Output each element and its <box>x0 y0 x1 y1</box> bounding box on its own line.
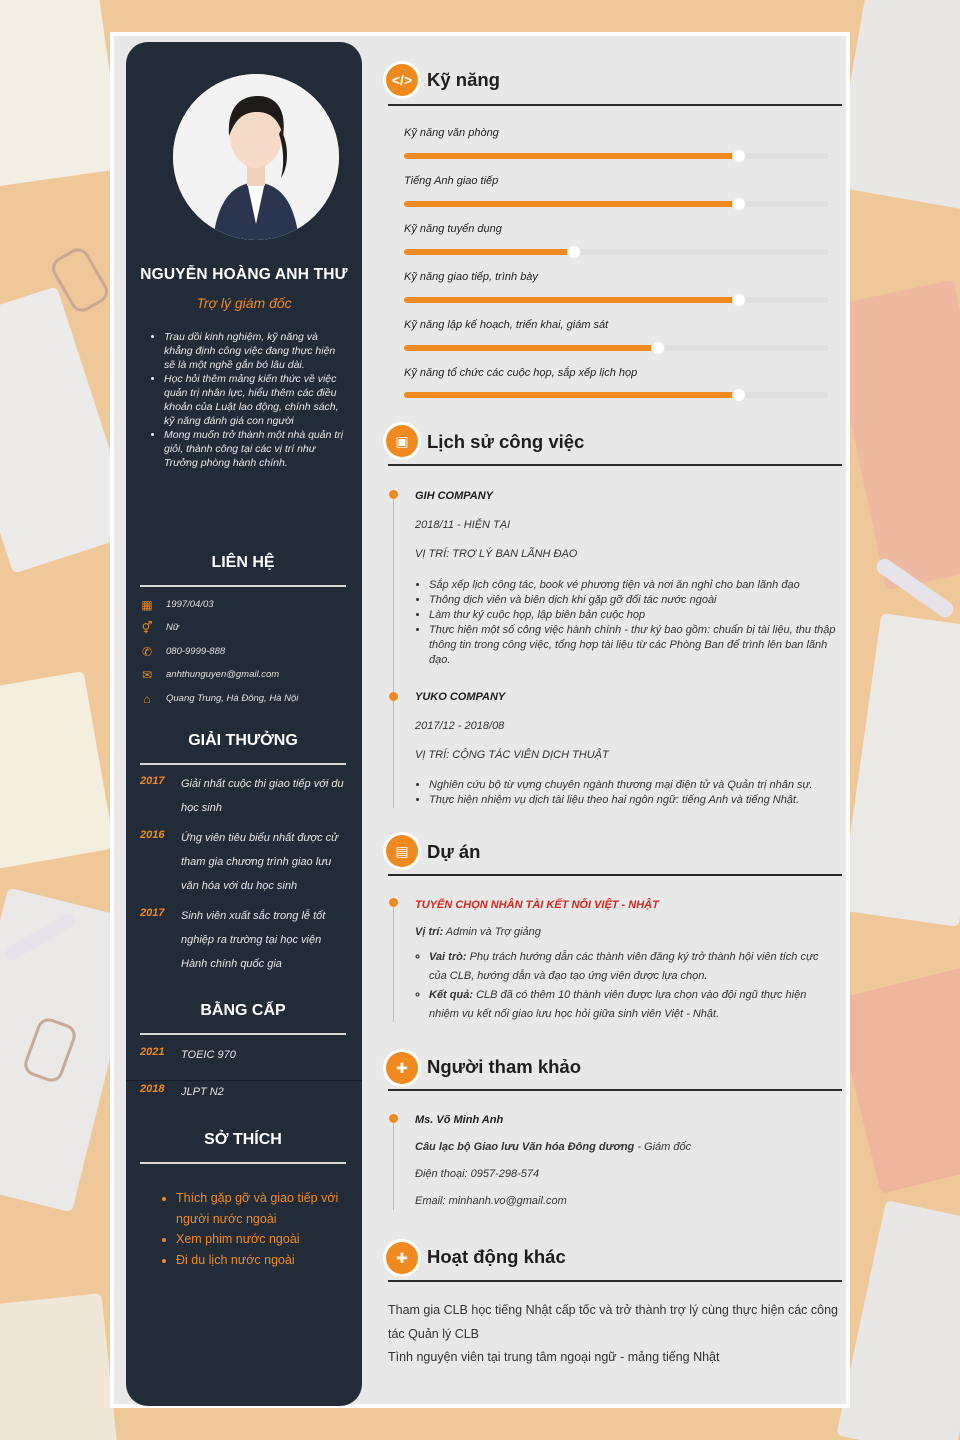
briefcase-icon: ▣ <box>386 425 418 457</box>
award-text: Ứng viên tiêu biểu nhất được cử tham gia chương trình giao lưu văn hóa với du học sinh <box>181 832 339 892</box>
references-timeline <box>393 1118 394 1210</box>
other-heading: Hoạt động khác <box>427 1246 566 1267</box>
calendar-icon: ▦ <box>141 598 153 612</box>
job-tasks <box>429 778 841 808</box>
job-task: • Sắp xếp lịch công tác, book vé phương tiện và nơi ăn nghỉ cho ban lãnh đạo <box>429 578 841 593</box>
reference-name: Ms. Võ Minh Anh <box>415 1114 504 1126</box>
hobby-item: • Đi du lịch nước ngoài <box>176 1250 352 1271</box>
timeline-dot <box>389 898 398 907</box>
contact-address <box>140 692 350 710</box>
timeline-dot <box>389 490 398 499</box>
contact-text: 080-9999-888 <box>166 646 226 657</box>
reference-phone: Điện thoại: 0957-298-574 <box>415 1168 540 1180</box>
job-task: • Thực hiện một số công việc hành chính - thư ký bao gồm: chuẩn bị tài liệu, thu thập thông tin trong công việc, tổng hợp tài liệu từ các Phòng Ban để trình lên ban lãnh đạo. <box>429 623 841 668</box>
skill-bar-knob <box>732 149 746 163</box>
code-icon: </> <box>386 64 418 96</box>
award-year: 2017 <box>140 907 165 919</box>
awards-heading: GIẢI THƯỞNG <box>188 732 298 749</box>
references-divider <box>388 1089 842 1091</box>
contact-heading: LIÊN HỆ <box>211 554 275 571</box>
reference-puzzle-icon: ✚ <box>386 1052 418 1084</box>
skill-bar <box>404 392 828 398</box>
job-company: YUKO COMPANY <box>415 691 506 703</box>
certificate-year: 2018 <box>140 1083 165 1095</box>
contact-text: Quang Trung, Hà Đông, Hà Nội <box>166 693 299 704</box>
contact-birthday <box>140 598 350 616</box>
reference-org <box>415 1141 691 1153</box>
skill-bar-fill <box>404 249 574 255</box>
job-tasks <box>429 578 841 668</box>
skill-bar-knob <box>732 197 746 211</box>
skill-bar-fill <box>404 201 739 207</box>
objective-item: • Trau dồi kinh nghiệm, kỹ năng và khẳng định công việc đang thực hiện sẽ là một nghề gắn bó lâu dài. <box>164 330 346 372</box>
references-heading: Người tham khảo <box>427 1056 582 1077</box>
job-position: VỊ TRÍ: CỘNG TÁC VIÊN DỊCH THUẬT <box>415 749 609 761</box>
project-result-label: Kết quả: <box>429 989 473 1001</box>
project-role-label: Vị trí: <box>415 926 444 938</box>
other-activity: Tham gia CLB học tiếng Nhật cấp tốc và trở thành trợ lý cùng thực hiện các công tác Quản lý CLB <box>388 1303 838 1341</box>
avatar <box>173 74 339 240</box>
skill-label: Tiếng Anh giao tiếp <box>404 175 499 187</box>
reference-org-role: - Giám đốc <box>634 1141 692 1153</box>
skill-bar-knob <box>651 341 665 355</box>
job-period: 2017/12 - 2018/08 <box>415 720 505 732</box>
award-year: 2017 <box>140 775 165 787</box>
resume-body <box>114 36 846 1404</box>
hobby-item: • Xem phim nước ngoài <box>176 1229 352 1250</box>
objectives-list <box>164 330 346 470</box>
contact-text: anhthunguyen@gmail.com <box>166 669 280 680</box>
award-year: 2016 <box>140 829 165 841</box>
projects-heading: Dự án <box>427 841 481 862</box>
skill-bar <box>404 201 828 207</box>
award-text: Sinh viên xuất sắc trong lễ tốt nghiệp ra trường tại học viện Hành chính quốc gia <box>181 910 326 970</box>
puzzle-icon: ✚ <box>386 1242 418 1274</box>
job-company: GIH COMPANY <box>415 490 494 502</box>
experience-timeline <box>393 494 394 808</box>
reference-org-name: Câu lạc bộ Giao lưu Văn hóa Đông dương <box>415 1141 635 1153</box>
project-duty <box>429 948 839 986</box>
experience-heading: Lịch sử công việc <box>427 431 585 452</box>
projects-divider <box>388 874 842 876</box>
project-duty-value: Phụ trách hướng dẫn các thành viên đăng ký trở thành hội viên tích cực của CLB, hướng dẫn và đạo tạo ứng viên được lựa chọn. <box>429 951 819 982</box>
project-result-value: CLB đã có thêm 10 thành viên được lựa chọn vào đội ngũ thực hiện nhiệm vụ kết nối giao lưu học hỏi giữa sinh viên Việt - Nhật. <box>429 989 807 1020</box>
project-result <box>429 986 839 1024</box>
hobbies-heading: SỞ THÍCH <box>204 1131 282 1148</box>
phone-icon: ✆ <box>141 645 153 659</box>
certificates-divider <box>140 1033 346 1035</box>
project-role-value: Admin và Trợ giảng <box>445 926 541 938</box>
skill-bar-fill <box>404 392 739 398</box>
home-icon: ⌂ <box>143 692 151 706</box>
skill-bar <box>404 297 828 303</box>
reference-email: Email: minhanh.vo@gmail.com <box>415 1195 567 1207</box>
candidate-name: NGUYỄN HOÀNG ANH THƯ <box>140 266 348 283</box>
skill-bar <box>404 153 828 159</box>
objective-item: • Học hỏi thêm mảng kiến thức về việc quản trị nhân lực, hiểu thêm các điều khoản của Luật lao động, chính sách, kỹ năng đánh giá con người <box>164 372 346 428</box>
email-icon: ✉ <box>141 668 153 682</box>
hobby-item: • Thích gặp gỡ và giao tiếp với người nước ngoài <box>176 1188 352 1229</box>
job-position: VỊ TRÍ: TRỢ LÝ BAN LÃNH ĐẠO <box>415 548 578 560</box>
certificate-year: 2021 <box>140 1046 165 1058</box>
other-divider <box>388 1280 842 1282</box>
skill-bar-knob <box>732 293 746 307</box>
gender-icon: ⚥ <box>141 621 153 635</box>
candidate-role: Trợ lý giám đốc <box>196 295 292 311</box>
job-task: • Nghiên cứu bộ từ vựng chuyên ngành thương mại điện tử và Quản trị nhân sự. <box>429 778 841 793</box>
skill-bar-knob <box>567 245 581 259</box>
job-task: • Làm thư ký cuộc họp, lập biên bản cuộc họp <box>429 608 841 623</box>
project-title: TUYỂN CHỌN NHÂN TÀI KẾT NỐI VIỆT - NHẬT <box>415 899 659 911</box>
skill-label: Kỹ năng tuyển dụng <box>404 223 502 235</box>
skills-divider <box>388 104 842 106</box>
skill-label: Kỹ năng lập kế hoạch, triển khai, giám sát <box>404 319 609 331</box>
contact-text: Nữ <box>166 622 179 633</box>
hobbies-list <box>176 1188 352 1270</box>
skill-bar-fill <box>404 153 739 159</box>
awards-divider <box>140 763 346 765</box>
skill-label: Kỹ năng tổ chức các cuộc họp, sắp xếp lịch họp <box>404 367 638 379</box>
skill-bar <box>404 345 828 351</box>
projects-timeline <box>393 902 394 1022</box>
archive-box-icon: ▤ <box>386 835 418 867</box>
award-text: Giải nhất cuộc thi giao tiếp với du học sinh <box>181 778 344 814</box>
skill-bar-fill <box>404 345 658 351</box>
project-role <box>415 926 541 938</box>
certificate-text: JLPT N2 <box>181 1086 224 1098</box>
contact-email <box>140 668 350 686</box>
certificate-text: TOEIC 970 <box>181 1049 236 1061</box>
other-activity: Tình nguyện viên tại trung tâm ngoại ngữ - mảng tiếng Nhật <box>388 1350 720 1364</box>
certificates-heading: BẰNG CẤP <box>200 1002 286 1019</box>
project-details <box>429 948 839 1024</box>
hobbies-divider <box>140 1162 346 1164</box>
job-period: 2018/11 - HIỆN TẠI <box>415 519 511 531</box>
skill-label: Kỹ năng giao tiếp, trình bày <box>404 271 538 283</box>
objective-item: • Mong muốn trở thành một nhà quản trị giỏi, thành công tại các vị trí như Trưởng phòng hành chính. <box>164 428 346 470</box>
contact-text: 1997/04/03 <box>166 599 214 610</box>
timeline-dot <box>389 692 398 701</box>
contact-phone <box>140 645 350 663</box>
timeline-dot <box>389 1114 398 1123</box>
project-duty-label: Vai trò: <box>429 951 467 963</box>
skills-heading: Kỹ năng <box>427 69 500 90</box>
job-task: • Thông dịch viên và biên dịch khi gặp gỡ đối tác nước ngoài <box>429 593 841 608</box>
skill-bar <box>404 249 828 255</box>
skill-label: Kỹ năng văn phòng <box>404 127 499 139</box>
portrait-image <box>173 74 339 240</box>
skill-bar-fill <box>404 297 739 303</box>
contact-divider <box>140 585 346 587</box>
contact-gender <box>140 621 350 639</box>
job-task: • Thực hiện nhiệm vụ dịch tài liệu theo hai ngôn ngữ: tiếng Anh và tiếng Nhật. <box>429 793 841 808</box>
experience-divider <box>388 464 842 466</box>
skill-bar-knob <box>732 388 746 402</box>
sidebar <box>126 42 362 1406</box>
resume-sheet <box>110 32 850 1408</box>
other-activities <box>388 1299 838 1370</box>
